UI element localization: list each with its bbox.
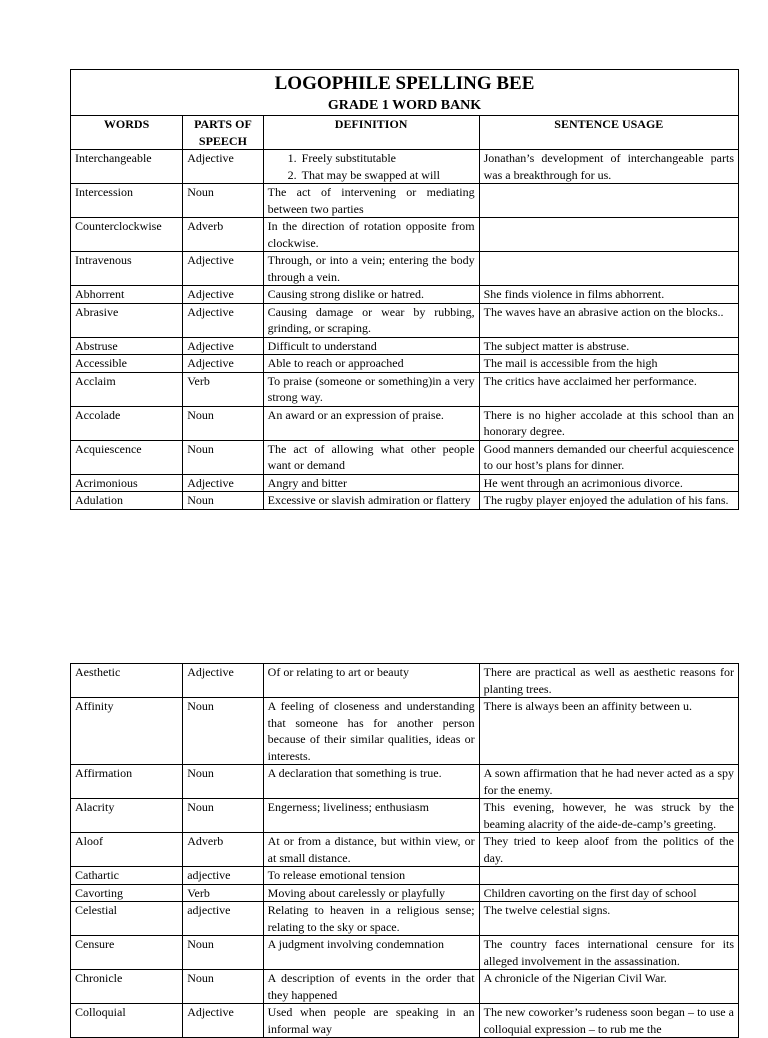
sentence-usage-cell: The twelve celestial signs. — [479, 902, 738, 936]
part-of-speech-cell: Noun — [183, 970, 263, 1004]
sentence-usage-cell — [479, 252, 738, 286]
definition-cell: A judgment involving condemnation — [263, 936, 479, 970]
definition-cell: Moving about carelessly or playfully — [263, 884, 479, 902]
part-of-speech-cell: Adjective — [183, 286, 263, 304]
sentence-usage-cell: There are practical as well as aesthetic reasons for planting trees. — [479, 664, 738, 698]
sentence-usage-cell: There is no higher accolade at this school than an honorary degree. — [479, 406, 738, 440]
word-cell: Aesthetic — [71, 664, 183, 698]
table-row — [71, 440, 739, 474]
table-row — [71, 698, 739, 765]
definition-cell: Engerness; liveliness; enthusiasm — [263, 799, 479, 833]
sentence-usage-cell: The rugby player enjoyed the adulation of his fans. — [479, 492, 738, 510]
definition-list-item: 2. That may be swapped at will — [300, 167, 475, 184]
word-cell: Cathartic — [71, 867, 183, 885]
sentence-usage-cell: He went through an acrimonious divorce. — [479, 474, 738, 492]
part-of-speech-cell: Adjective — [183, 252, 263, 286]
word-cell: Affirmation — [71, 765, 183, 799]
part-of-speech-cell: Adjective — [183, 150, 263, 184]
definition-cell: Excessive or slavish admiration or flattery — [263, 492, 479, 510]
part-of-speech-cell: Adjective — [183, 337, 263, 355]
definition-cell: A feeling of closeness and understanding that someone has for another person because of their similar qualities, ideas or interests. — [263, 698, 479, 765]
table-row — [71, 833, 739, 867]
table-row — [71, 252, 739, 286]
part-of-speech-cell: Adjective — [183, 664, 263, 698]
word-cell: Acrimonious — [71, 474, 183, 492]
sentence-usage-cell: The waves have an abrasive action on the blocks.. — [479, 303, 738, 337]
table-row — [71, 303, 739, 337]
word-cell: Celestial — [71, 902, 183, 936]
table-row — [71, 474, 739, 492]
sentence-usage-cell: The mail is accessible from the high — [479, 355, 738, 373]
table-row — [71, 902, 739, 936]
sentence-usage-cell: Children cavorting on the first day of school — [479, 884, 738, 902]
definition-cell: An award or an expression of praise. — [263, 406, 479, 440]
part-of-speech-cell: Noun — [183, 799, 263, 833]
table-2-body — [71, 664, 739, 1038]
definition-cell: Of or relating to art or beauty — [263, 664, 479, 698]
sentence-usage-cell: A chronicle of the Nigerian Civil War. — [479, 970, 738, 1004]
definition-cell: To release emotional tension — [263, 867, 479, 885]
header-words: WORDS — [71, 116, 183, 150]
definition-cell: Angry and bitter — [263, 474, 479, 492]
table-row — [71, 184, 739, 218]
header-definition: DEFINITION — [263, 116, 479, 150]
table-row — [71, 150, 739, 184]
word-cell: Cavorting — [71, 884, 183, 902]
word-cell: Intercession — [71, 184, 183, 218]
word-bank-table-1 — [70, 69, 739, 510]
word-cell: Counterclockwise — [71, 218, 183, 252]
sentence-usage-cell: Jonathan’s development of interchangeable parts was a breakthrough for us. — [479, 150, 738, 184]
table-1-body — [71, 150, 739, 510]
part-of-speech-cell: Noun — [183, 406, 263, 440]
table-row — [71, 936, 739, 970]
definition-cell: In the direction of rotation opposite from clockwise. — [263, 218, 479, 252]
word-cell: Censure — [71, 936, 183, 970]
word-cell: Interchangeable — [71, 150, 183, 184]
word-cell: Acquiescence — [71, 440, 183, 474]
part-of-speech-cell: Adjective — [183, 474, 263, 492]
part-of-speech-cell: Verb — [183, 372, 263, 406]
table-row — [71, 286, 739, 304]
definition-cell: Able to reach or approached — [263, 355, 479, 373]
part-of-speech-cell: adjective — [183, 902, 263, 936]
part-of-speech-cell: Verb — [183, 884, 263, 902]
table-row — [71, 1004, 739, 1038]
table-row — [71, 970, 739, 1004]
definition-cell: Difficult to understand — [263, 337, 479, 355]
definition-cell: To praise (someone or something)in a very strong way. — [263, 372, 479, 406]
word-cell: Abhorrent — [71, 286, 183, 304]
part-of-speech-cell: Noun — [183, 184, 263, 218]
word-cell: Accolade — [71, 406, 183, 440]
title-row — [71, 70, 739, 116]
definition-list — [268, 150, 475, 183]
definition-cell: The act of intervening or mediating between two parties — [263, 184, 479, 218]
definition-cell: Used when people are speaking in an informal way — [263, 1004, 479, 1038]
table-row — [71, 218, 739, 252]
sentence-usage-cell: This evening, however, he was struck by the beaming alacrity of the aide-de-camp’s greeting. — [479, 799, 738, 833]
header-parts-of-speech: PARTS OF SPEECH — [183, 116, 263, 150]
table-row — [71, 884, 739, 902]
definition-cell: A description of events in the order that they happened — [263, 970, 479, 1004]
table-row — [71, 765, 739, 799]
word-cell: Chronicle — [71, 970, 183, 1004]
document-subtitle: GRADE 1 WORD BANK — [327, 98, 482, 113]
definition-list-item: 1. Freely substitutable — [300, 150, 475, 167]
sentence-usage-cell — [479, 867, 738, 885]
definition-cell: At or from a distance, but within view, or at small distance. — [263, 833, 479, 867]
part-of-speech-cell: Adjective — [183, 355, 263, 373]
sentence-usage-cell: A sown affirmation that he had never acted as a spy for the enemy. — [479, 765, 738, 799]
sentence-usage-cell: They tried to keep aloof from the politics of the day. — [479, 833, 738, 867]
part-of-speech-cell: Noun — [183, 440, 263, 474]
word-cell: Alacrity — [71, 799, 183, 833]
word-cell: Abrasive — [71, 303, 183, 337]
sentence-usage-cell: There is always been an affinity between u. — [479, 698, 738, 765]
part-of-speech-cell: Adjective — [183, 303, 263, 337]
table-row — [71, 492, 739, 510]
table-row — [71, 337, 739, 355]
word-cell: Adulation — [71, 492, 183, 510]
definition-cell: Relating to heaven in a religious sense; relating to the sky or space. — [263, 902, 479, 936]
part-of-speech-cell: Noun — [183, 492, 263, 510]
part-of-speech-cell: Noun — [183, 698, 263, 765]
definition-cell: Through, or into a vein; entering the body through a vein. — [263, 252, 479, 286]
sentence-usage-cell: The country faces international censure for its alleged involvement in the assassination. — [479, 936, 738, 970]
word-cell: Affinity — [71, 698, 183, 765]
word-cell: Colloquial — [71, 1004, 183, 1038]
part-of-speech-cell: Noun — [183, 936, 263, 970]
word-cell: Acclaim — [71, 372, 183, 406]
sentence-usage-cell: The subject matter is abstruse. — [479, 337, 738, 355]
word-cell: Aloof — [71, 833, 183, 867]
part-of-speech-cell: Adjective — [183, 1004, 263, 1038]
word-cell: Abstruse — [71, 337, 183, 355]
table-row — [71, 664, 739, 698]
title-cell — [71, 70, 739, 116]
table-row — [71, 799, 739, 833]
sentence-usage-cell: The new coworker’s rudeness soon began – to use a colloquial expression – to rub me the — [479, 1004, 738, 1038]
table-row — [71, 355, 739, 373]
part-of-speech-cell: Adverb — [183, 218, 263, 252]
word-bank-table-2 — [70, 663, 739, 1038]
part-of-speech-cell: Adverb — [183, 833, 263, 867]
header-row — [71, 116, 739, 150]
table-row — [71, 867, 739, 885]
definition-cell: Causing strong dislike or hatred. — [263, 286, 479, 304]
header-sentence-usage: SENTENCE USAGE — [479, 116, 738, 150]
definition-cell — [263, 150, 479, 184]
definition-cell: The act of allowing what other people want or demand — [263, 440, 479, 474]
definition-cell: A declaration that something is true. — [263, 765, 479, 799]
part-of-speech-cell: adjective — [183, 867, 263, 885]
word-cell: Intravenous — [71, 252, 183, 286]
document-title: LOGOPHILE SPELLING BEE — [274, 73, 535, 94]
sentence-usage-cell — [479, 218, 738, 252]
definition-cell: Causing damage or wear by rubbing, grinding, or scraping. — [263, 303, 479, 337]
sentence-usage-cell: Good manners demanded our cheerful acquiescence to our host’s plans for dinner. — [479, 440, 738, 474]
part-of-speech-cell: Noun — [183, 765, 263, 799]
sentence-usage-cell — [479, 184, 738, 218]
word-cell: Accessible — [71, 355, 183, 373]
sentence-usage-cell: She finds violence in films abhorrent. — [479, 286, 738, 304]
sentence-usage-cell: The critics have acclaimed her performance. — [479, 372, 738, 406]
table-row — [71, 372, 739, 406]
table-row — [71, 406, 739, 440]
